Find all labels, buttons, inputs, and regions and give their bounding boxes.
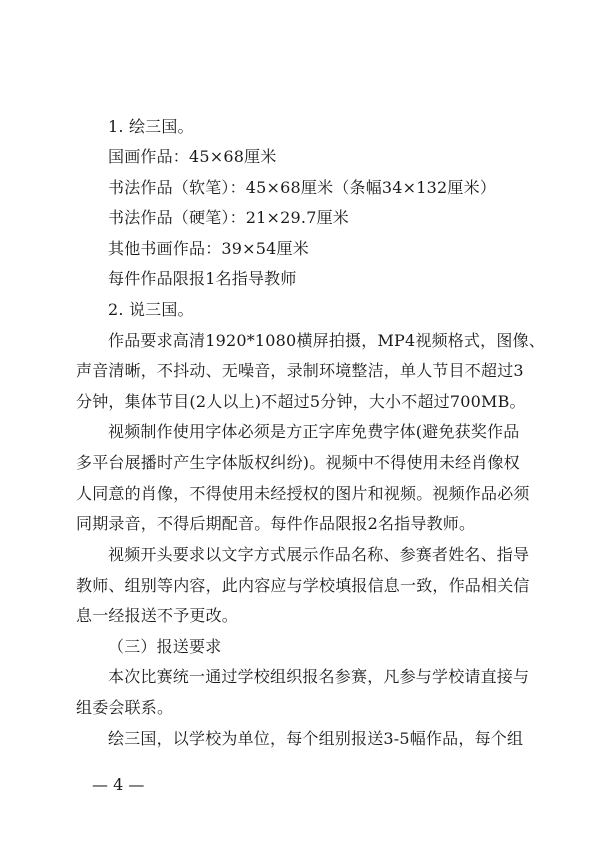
paragraph-font-line-3: 人同意的肖像，不得使用未经授权的图片和视频。视频作品必须 [76, 484, 530, 503]
spec-line-teacher: 每件作品限报1名指导教师 [108, 269, 297, 288]
spec-line-other: 其他书画作品：39×54厘米 [108, 239, 309, 258]
paragraph-video-req-line-1: 作品要求高清1920*1080横屏拍摄，MP4视频格式，图像、 [108, 331, 545, 350]
paragraph-opening-line-2: 教师、组别等内容，此内容应与学校填报信息一致，作品相关信 [76, 576, 530, 595]
paragraph-font-line-4: 同期录音，不得后期配音。每件作品限报2名指导教师。 [76, 514, 476, 533]
paragraph-painting-line-1: 绘三国，以学校为单位，每个组别报送3-5幅作品，每个组 [108, 729, 524, 748]
paragraph-opening-line-3: 息一经报送不予更改。 [76, 606, 239, 625]
paragraph-font-line-1: 视频制作使用字体必须是方正字库免费字体(避免获奖作品 [108, 422, 520, 441]
paragraph-video-req-line-2: 声音清晰，不抖动、无噪音，录制环境整洁，单人节目不超过3 [76, 361, 524, 380]
paragraph-registration-line-2: 组委会联系。 [76, 698, 174, 717]
paragraph-registration-line-1: 本次比赛统一通过学校组织报名参赛，凡参与学校请直接与 [108, 667, 530, 686]
paragraph-video-req-line-3: 分钟，集体节目(2人以上)不超过5分钟，大小不超过700MB。 [76, 392, 526, 411]
paragraph-opening-line-1: 视频开头要求以文字方式展示作品名称、参赛者姓名、指导 [108, 545, 530, 564]
item-heading-2: 2. 说三国。 [108, 300, 194, 319]
spec-line-ruanbi: 书法作品（软笔）：45×68厘米（条幅34×132厘米） [108, 178, 497, 197]
page-number: — 4 — [92, 775, 145, 794]
spec-line-guohua: 国画作品：45×68厘米 [108, 147, 277, 166]
paragraph-font-line-2: 多平台展播时产生字体版权纠纷)。视频中不得使用未经肖像权 [76, 453, 520, 472]
section-heading-submission: （三）报送要求 [108, 637, 222, 656]
spec-line-yingbi: 书法作品（硬笔）：21×29.7厘米 [108, 208, 349, 227]
item-heading-1: 1. 绘三国。 [108, 117, 194, 136]
